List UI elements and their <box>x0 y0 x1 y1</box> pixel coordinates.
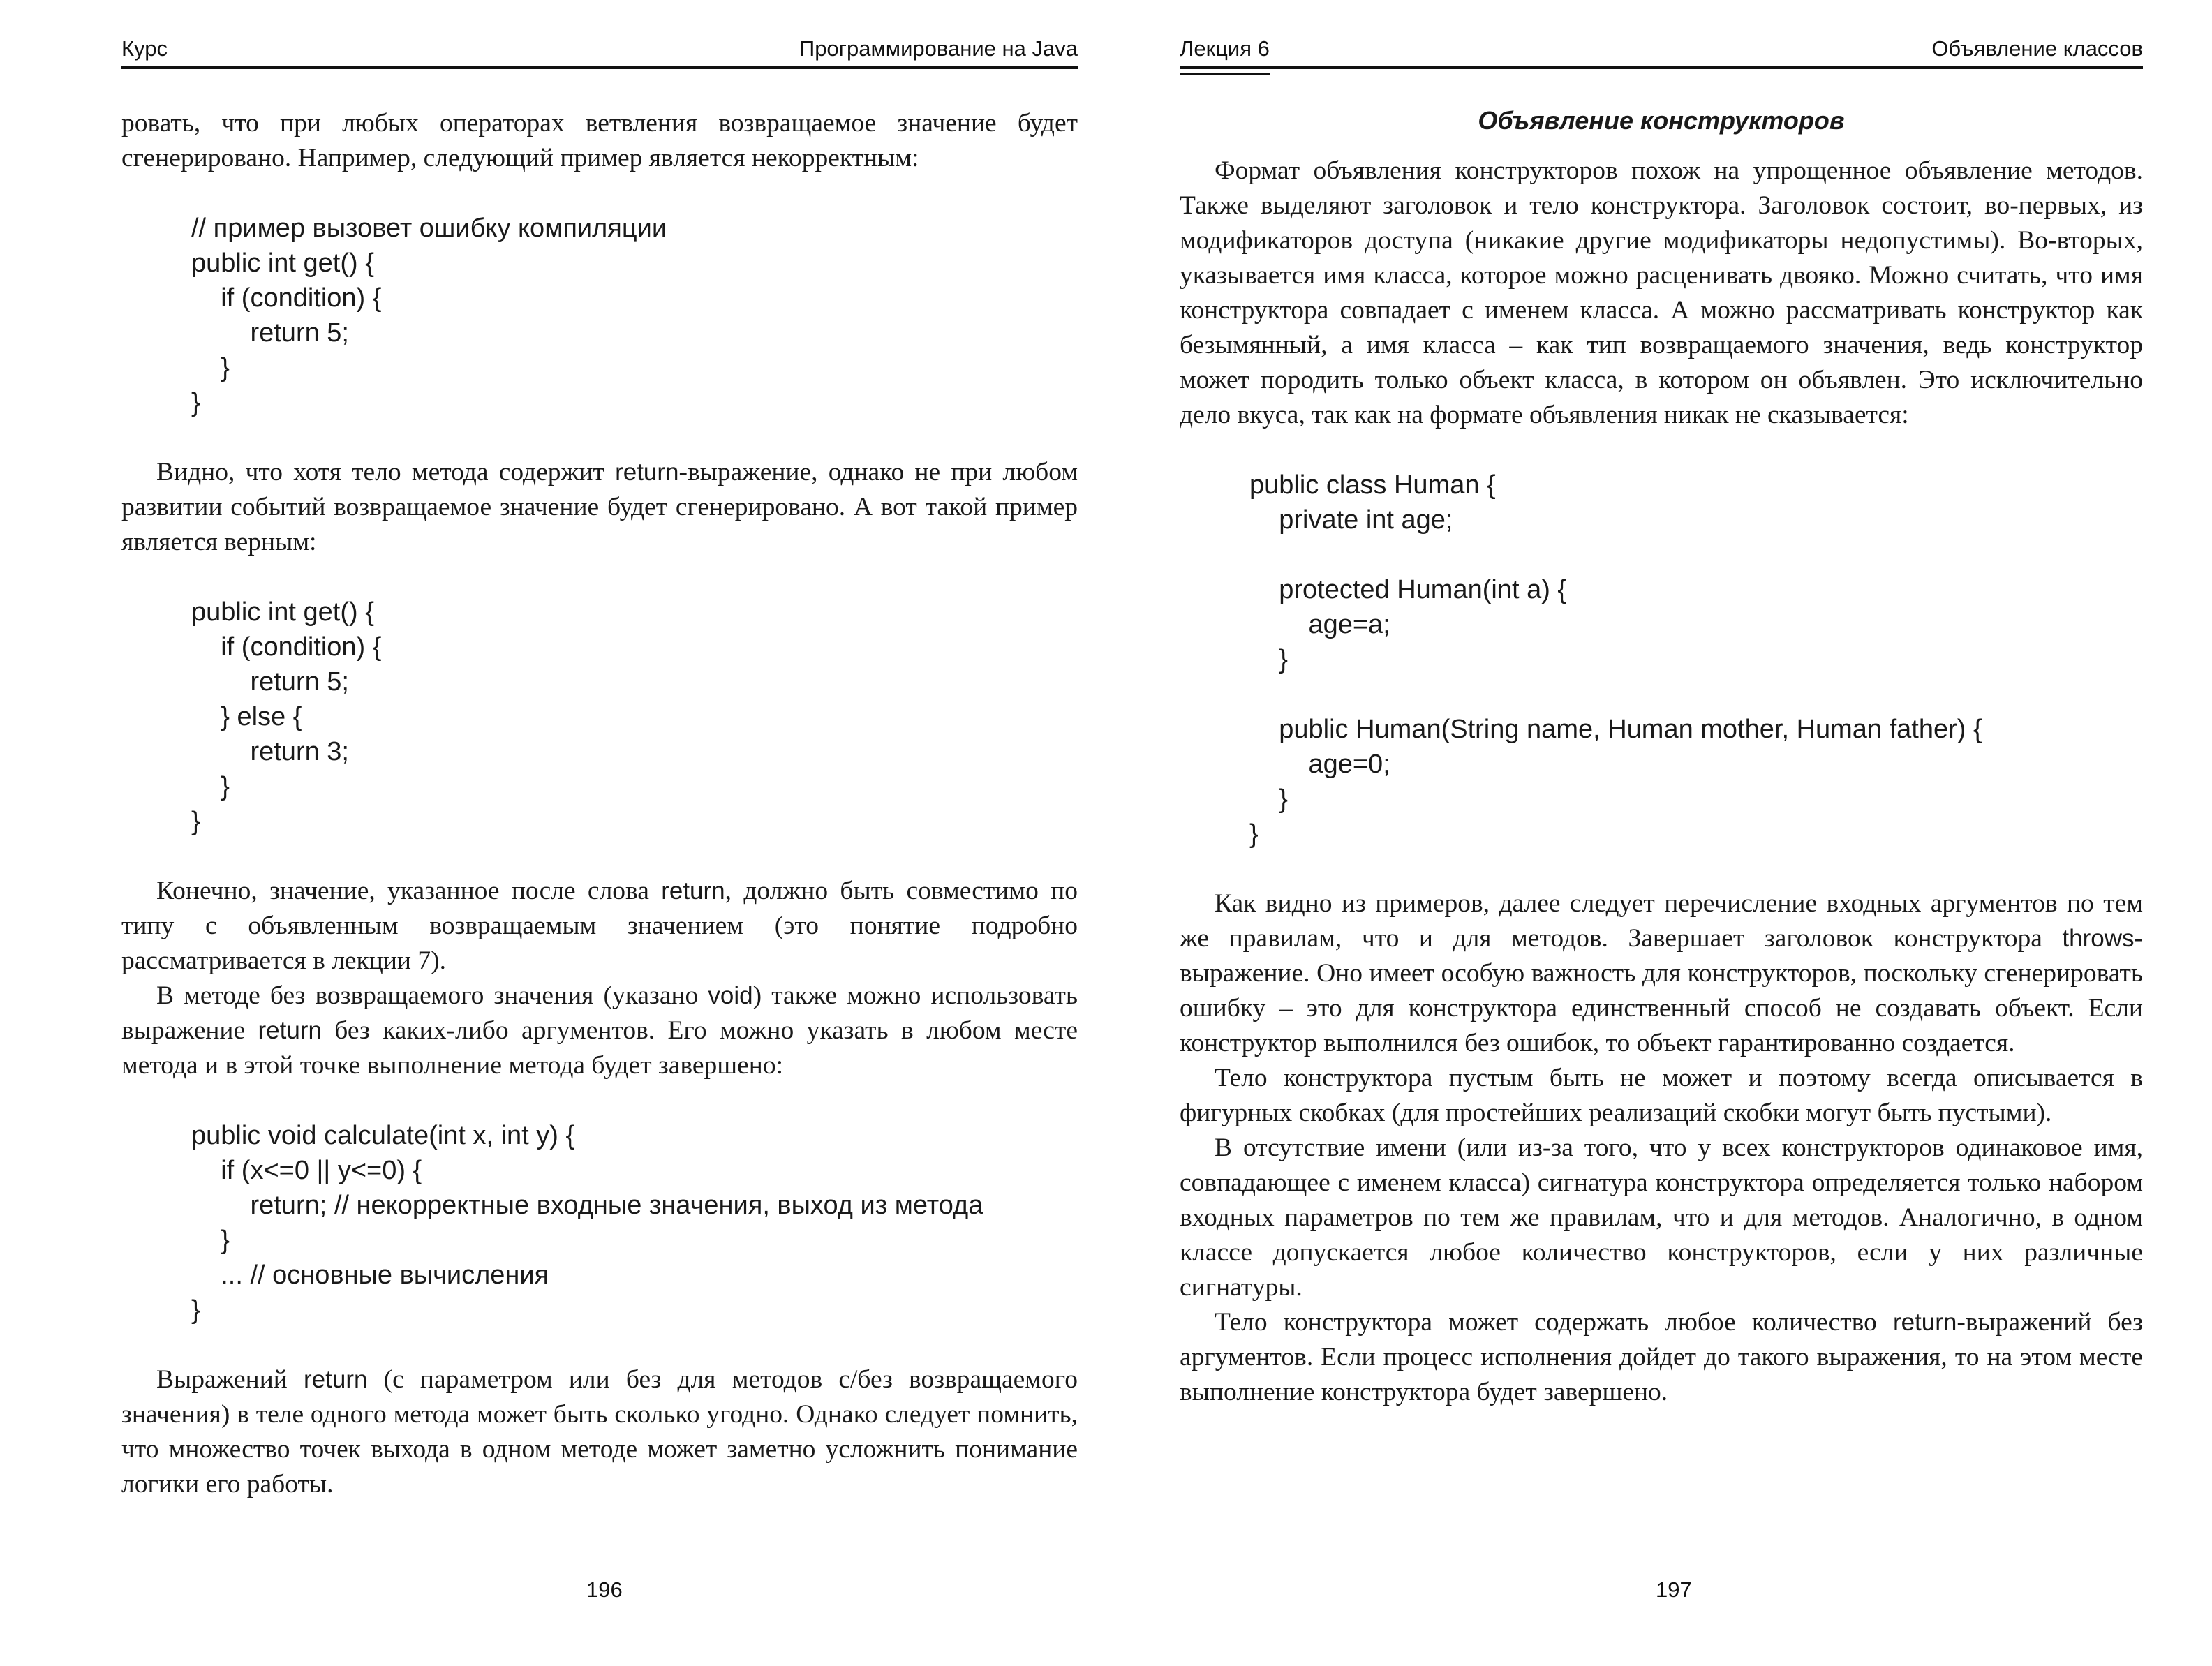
left-header-rule <box>121 66 1078 69</box>
left-paragraph-3: Конечно, значение, указанное после слова return, должно быть совместимо по типу с объявленным возвращаемым значением (это понятие подробно рассматривается в лекции 7). <box>121 877 1078 975</box>
left-paragraph-1: ровать, что при любых операторах ветвления возвращаемое значение будет сгенерировано. Например, следующий пример является некорректным: <box>121 109 1078 172</box>
right-paragraph-5: Тело конструктора может содержать любое количество return-выражений без аргументов. Если процесс исполнения дойдет до такого выражения, то на этом месте выполнение конструктора будет завершено. <box>1180 1308 2143 1406</box>
left-page-number: 196 <box>586 1577 623 1602</box>
right-paragraph-2: Как видно из примеров, далее следует перечисление входных аргументов по тем же правилам, что и для методов. Завершает заголовок конструктора throws-выражение. Оно имеет особую важность для конструкторов, поскольку сгенерировать ошибку – это для конструктора единственный способ не создавать объект. Если конструктор выполнился без ошибок, то объект гарантированно создается. <box>1180 889 2143 1057</box>
left-header-course: Курс <box>121 36 168 61</box>
keyword-return: return <box>1892 1309 1957 1336</box>
left-code-block-1: // пример вызовет ошибку компиляции public int get() { if (condition) { return 5; } } <box>191 214 667 417</box>
keyword-return: return <box>304 1366 368 1393</box>
keyword-return: return <box>661 877 725 905</box>
keyword-void: void <box>708 982 753 1009</box>
keyword-throws: throws <box>2062 925 2135 952</box>
right-code-block-1: public class Human { private int age; protected Human(int a) { age=a; } public Human(String name, Human mother, Human father) { age=0; } } <box>1249 470 1982 849</box>
left-paragraph-2: Видно, что хотя тело метода содержит return-выражение, однако не при любом развитии событий возвращаемое значение будет сгенерировано. А вот такой пример является верным: <box>121 458 1078 556</box>
keyword-return: return <box>258 1017 322 1044</box>
left-body-text <box>121 106 1078 1502</box>
right-header-chapter-title: Объявление классов <box>1931 36 2143 61</box>
section-title: Объявление конструкторов <box>1478 106 1845 135</box>
right-running-header <box>1180 32 2143 67</box>
right-paragraph-1: Формат объявления конструкторов похож на упрощенное объявление методов. Также выделяют заголовок и тело конструктора. Заголовок состоит, во-первых, из модификаторов доступа (никакие другие модификаторы недопустимы). Во-вторых, указывается имя класса, которое можно расценивать двояко. Можно считать, что имя конструктора совпадает с именем класса. А можно рассматривать конструктор как безымянный, а имя класса – как тип возвращаемого значения, ведь конструктор может породить только объект класса, в котором он объявлен. Это исключительно дело вкуса, так как на формате объявления никак не сказывается: <box>1180 156 2143 429</box>
right-header-lecture: Лекция 6 <box>1180 36 1270 61</box>
left-paragraph-5: Выражений return (с параметром или без для методов с/без возвращаемого значения) в теле одного метода может быть сколько угодно. Однако следует помнить, что множество точек выхода в одном методе может заметно усложнить понимание логики его работы. <box>121 1365 1078 1498</box>
right-header-underline <box>1180 73 1270 75</box>
left-paragraph-4: В методе без возвращаемого значения (указано void) также можно использовать выражение return без каких-либо аргументов. Его можно указать в любом месте метода и в этой точке выполнение метода будет завершено: <box>121 981 1078 1080</box>
left-running-header <box>121 32 1078 67</box>
keyword-return: return <box>615 459 679 486</box>
left-code-block-3: public void calculate(int x, int y) { if (x<=0 || y<=0) { return; // некорректные входные значения, выход из метода } ... // основные вычисления } <box>191 1121 983 1325</box>
left-header-book-title: Программирование на Java <box>799 36 1078 61</box>
right-page <box>1106 0 2212 1666</box>
right-paragraph-3: Тело конструктора пустым быть не может и поэтому всегда описывается в фигурных скобках (для простейших реализаций скобки могут быть пустыми). <box>1180 1064 2143 1127</box>
right-header-rule <box>1180 66 2143 69</box>
left-code-block-2: public int get() { if (condition) { return 5; } else { return 3; } } <box>191 597 382 836</box>
right-page-number: 197 <box>1656 1577 1692 1602</box>
right-paragraph-4: В отсутствие имени (или из-за того, что у всех конструкторов одинаковое имя, совпадающее с именем класса) сигнатура конструктора определяется только набором входных параметров по тем же правилам, что и для методов. Аналогично, в одном классе допускается любое количество конструкторов, если у них различные сигнатуры. <box>1180 1133 2143 1302</box>
right-body-text <box>1180 103 2143 1410</box>
